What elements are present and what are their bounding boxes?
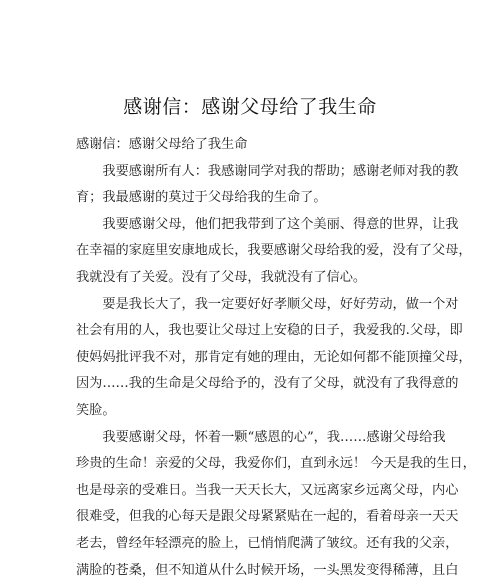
document-subtitle: 感谢信：感谢父母给了我生命	[76, 132, 460, 159]
paragraph-line: 使妈妈批评我不对，那肯定有她的理由，无论如何都不能顶撞父母，	[76, 345, 460, 372]
paragraph-line: 育；我最感谢的莫过于父母给我的生命了。	[76, 185, 460, 212]
paragraph-line: 我就没有了关爱。没有了父母，我就没有了信心。	[76, 265, 460, 292]
document-body	[76, 132, 460, 584]
paragraph-line: 我要感谢所有人：我感谢同学对我的帮助；感谢老师对我的教	[76, 159, 460, 186]
paragraph-line: 很难受，但我的心每天是跟父母紧紧贴在一起的，看着母亲一天天	[76, 504, 460, 531]
paragraph-line: 老去，曾经年轻漂亮的脸上，已悄悄爬满了皱纹。还有我的父亲，	[76, 531, 460, 558]
paragraph-line: 在幸福的家庭里安康地成长，我要感谢父母给我的爱，没有了父母，	[76, 238, 460, 265]
paragraph-line: 要是我长大了，我一定要好好孝顺父母，好好劳动，做一个对	[76, 292, 460, 319]
paragraph-3	[76, 292, 460, 425]
paragraph-line: 我要感谢父母，怀着一颗“感恩的心”，我……感谢父母给我	[76, 425, 460, 452]
paragraph-line: 满脸的苍桑，但不知道从什么时候开场，一头黑发变得稀薄，且白	[76, 558, 460, 584]
paragraph-line: 我要感谢父母，他们把我带到了这个美丽、得意的世界，让我	[76, 212, 460, 239]
paragraph-line: 也是母亲的受难日。当我一天天长大，又远离家乡远离父母，内心	[76, 478, 460, 505]
paragraph-line: 笑脸。	[76, 398, 460, 425]
paragraph-2	[76, 212, 460, 292]
paragraph-line: 社会有用的人，我也要让父母过上安稳的日子，我爱我的.父母，即	[76, 318, 460, 345]
document-title: 感谢信：感谢父母给了我生命	[0, 94, 500, 120]
paragraph-1	[76, 159, 460, 212]
paragraph-4	[76, 425, 460, 584]
paragraph-line: 因为……我的生命是父母给予的，没有了父母，就没有了我得意的	[76, 371, 460, 398]
paragraph-line: 珍贵的生命！亲爱的父母，我爱你们，直到永远！ 今天是我的生日，	[76, 451, 460, 478]
